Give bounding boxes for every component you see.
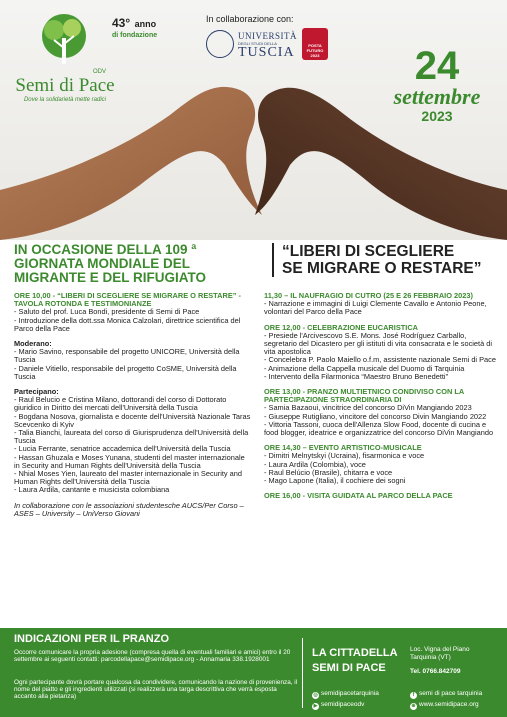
participant-item: - Bogdana Nosova, giornalista e docente dell'Università Nazionale Taras Scevcenko di Kyiv bbox=[14, 411, 251, 429]
anniversary-word: anno bbox=[134, 19, 157, 29]
headline-occasion-line: IN OCCASIONE DELLA 109 ª bbox=[14, 242, 197, 257]
participant-item: - Laura Ardila, cantante e musicista colombiana bbox=[14, 485, 170, 495]
lunch-info-title: INDICAZIONI PER IL PRANZO bbox=[14, 633, 170, 645]
participants-label: Partecipano: bbox=[14, 387, 59, 397]
section-item: - Concelebra P. Paolo Maiello o.f.m, assistente nazionale Semi di Pace bbox=[264, 355, 496, 365]
venue-phone: Tel. 0766.842709 bbox=[410, 668, 461, 675]
headline-motto-line: SE MIGRARE O RESTARE” bbox=[282, 260, 482, 277]
event-date bbox=[372, 46, 502, 124]
headline-motto-line: “LIBERI DI SCEGLIERE bbox=[282, 243, 455, 260]
footer-banner bbox=[0, 628, 507, 717]
session-item: - Saluto del prof. Luca Bondi, presidente di Semi di Pace bbox=[14, 307, 200, 317]
lunch-info-para1: Occorre comunicare la propria adesione (compresa quella di eventuali familiari e amici) entro il 20 settembre ai seguenti contatti: parcodellapace@semidipace.org - Annamaria 338.1928001 bbox=[14, 649, 291, 663]
section-item: - Laura Ardila (Colombia), voce bbox=[264, 459, 366, 469]
headline-occasion bbox=[14, 243, 259, 285]
date-month: settembre bbox=[393, 84, 481, 109]
section-item: - Dimitri Melnytskyi (Ucraina), fisarmonica e voce bbox=[264, 451, 425, 461]
headline-motto bbox=[272, 243, 507, 277]
moderator-item: - Daniele Vitiello, responsabile del progetto CoSME, Università della Tuscia bbox=[14, 363, 237, 381]
participant-item: - Talia Bianchi, laureata del corso di Giurisprudenza dell'Università della Tuscia bbox=[14, 428, 249, 446]
logo-odv: ODV bbox=[93, 69, 107, 75]
university-line1: UNIVERSITÀ bbox=[238, 31, 297, 41]
session-item: - Introduzione della dott.ssa Monica Calzolari, direttrice scientifica del Parco della Pace bbox=[14, 315, 241, 333]
program-left-column bbox=[14, 292, 252, 518]
social-youtube[interactable] bbox=[312, 701, 364, 710]
section-item: - Narrazione e immagini di Luigi Clemente Cavallo e Antonio Peone, volontari del Parco della Pace bbox=[264, 299, 487, 317]
tree-logo-icon bbox=[36, 12, 92, 68]
participant-item: - Hassan Ghuzala e Moses Yunana, studenti del master internazionale in Security and Human Rights dell'Università della Tuscia bbox=[14, 452, 245, 470]
section-item: - Samia Bazaoui, vincitrice del concorso DiVin Mangiando 2023 bbox=[264, 403, 472, 413]
university-logo bbox=[206, 30, 298, 64]
instagram-icon: ◎ bbox=[313, 692, 318, 698]
section-title: ORE 13,00 - PRANZO MULTIETNICO CONDIVISO CON LA PARTECIPAZIONE STRAORDINARIA DI bbox=[264, 387, 464, 405]
program-right-column bbox=[264, 292, 500, 500]
header-banner bbox=[0, 0, 507, 240]
section-item: - Intervento della Filarmonica “Maestro Bruno Benedetti” bbox=[264, 371, 449, 381]
anniversary-sub: di fondazione bbox=[112, 32, 158, 39]
section-item: - Raul Belúcio (Brasile), chitarra e voce bbox=[264, 467, 393, 477]
collab-note: In collaborazione con le associazioni studentesche AUCS/Per Corso – ASES – University – UniVerso Giovani bbox=[14, 500, 244, 518]
anniversary-badge bbox=[112, 14, 192, 39]
web-icon: ⊕ bbox=[411, 703, 416, 709]
venue-name bbox=[312, 646, 398, 676]
social-label: www.semidipace.org bbox=[419, 701, 479, 708]
participant-item: - Nhial Moses Yien, laureato del master internazionale in Security and Human Rights dell'Università della Tuscia bbox=[14, 469, 242, 487]
logo-name: Semi di Pace bbox=[15, 75, 115, 96]
collab-label: In collaborazione con: bbox=[206, 14, 294, 24]
footer-divider bbox=[302, 638, 303, 708]
partner-badge-label: POSTA FUTURO 2023 bbox=[306, 43, 324, 58]
venue-address bbox=[410, 646, 470, 662]
moderator-item: - Mario Savino, responsabile del progetto UNICORE, Università della Tuscia bbox=[14, 347, 240, 365]
date-day: 24 bbox=[414, 44, 460, 88]
participant-item: - Lucia Ferrante, senatrice accademica dell'Università della Tuscia bbox=[14, 444, 231, 454]
participant-item: - Raul Belucio e Cristina Milano, dottorandi del corso di Dottorato giuridico in Diritto dei mercati dell'Università della Tuscia bbox=[14, 395, 227, 413]
youtube-icon: ▶ bbox=[313, 703, 318, 709]
university-line3: TUSCIA bbox=[238, 45, 295, 60]
date-year: 2023 bbox=[421, 108, 453, 124]
partner-badge bbox=[302, 28, 328, 60]
section-item: - Animazione della Cappella musicale del Duomo di Tarquinia bbox=[264, 363, 465, 373]
semi-di-pace-logo bbox=[10, 12, 120, 103]
lunch-info-para2: Ogni partecipante dovrà portare qualcosa da condividere, comunicando la nazione di provenienza, il nome del piatto e gli ingredienti utilizzati (si realizzerà una targa descrittiva che verrà esposta accanto alla pietanza) bbox=[14, 679, 298, 700]
session-title: ORE 10,00 - “LIBERI DI SCEGLIERE SE MIGRARE O RESTARE” - TAVOLA ROTONDA E TESTIMONIANZE bbox=[14, 291, 241, 309]
logo-tagline: Dove la solidarietà mette radici bbox=[23, 97, 107, 103]
university-line2: DEGLI STUDI DELLA bbox=[238, 41, 277, 46]
section-title: ORE 14,30 – EVENTO ARTISTICO-MUSICALE bbox=[264, 443, 422, 453]
section-title: ORE 16,00 - VISITA GUIDATA AL PARCO DELLA PACE bbox=[264, 491, 453, 501]
venue-line1: LA CITTADELLA bbox=[312, 647, 398, 659]
headline-occasion-line: MIGRANTE E DEL RIFUGIATO bbox=[14, 270, 207, 285]
section-title: 11,30 – IL NAUFRAGIO DI CUTRO (25 E 26 FEBBRAIO 2023) bbox=[264, 291, 473, 300]
address-line1: Loc. Vigna del Piano bbox=[410, 646, 470, 653]
moderators-label: Moderano: bbox=[14, 339, 52, 349]
section-title: ORE 12,00 - CELEBRAZIONE EUCARISTICA bbox=[264, 322, 418, 332]
anniversary-number: 43° bbox=[112, 16, 131, 30]
facebook-icon: f bbox=[410, 692, 417, 699]
section-item: - Giuseppe Rutigliano, vincitore del concorso Divin Mangiando 2022 bbox=[264, 411, 487, 421]
social-label: semidipacetarquinia bbox=[321, 690, 379, 697]
headline-occasion-line: GIORNATA MONDIALE DEL bbox=[14, 256, 190, 271]
social-instagram[interactable] bbox=[312, 690, 379, 699]
venue-line2: SEMI DI PACE bbox=[312, 662, 386, 674]
social-website[interactable] bbox=[410, 701, 479, 710]
section-item: - Mago Lapone (Italia), il cochiere dei sogni bbox=[264, 476, 406, 486]
social-label: semi di pace tarquinia bbox=[419, 690, 483, 697]
social-label: semidipaceodv bbox=[321, 701, 365, 708]
social-facebook[interactable] bbox=[410, 690, 482, 699]
university-seal-icon bbox=[206, 30, 234, 58]
section-item: - Presiede l'Arcivescovo S.E. Mons. José Rodríguez Carballo, segretario del Dicastero per gli istituti di vita consacrata e le società di vita apostolica bbox=[264, 330, 492, 357]
address-line2: Tarquinia (VT) bbox=[410, 654, 451, 661]
section-item: - Vittoria Tassoni, cuoca dell'Allenza Slow Food, docente di cucina e food blogger, ideatrice e organizzatrice del concorso DiVin Mangiando bbox=[264, 419, 494, 438]
